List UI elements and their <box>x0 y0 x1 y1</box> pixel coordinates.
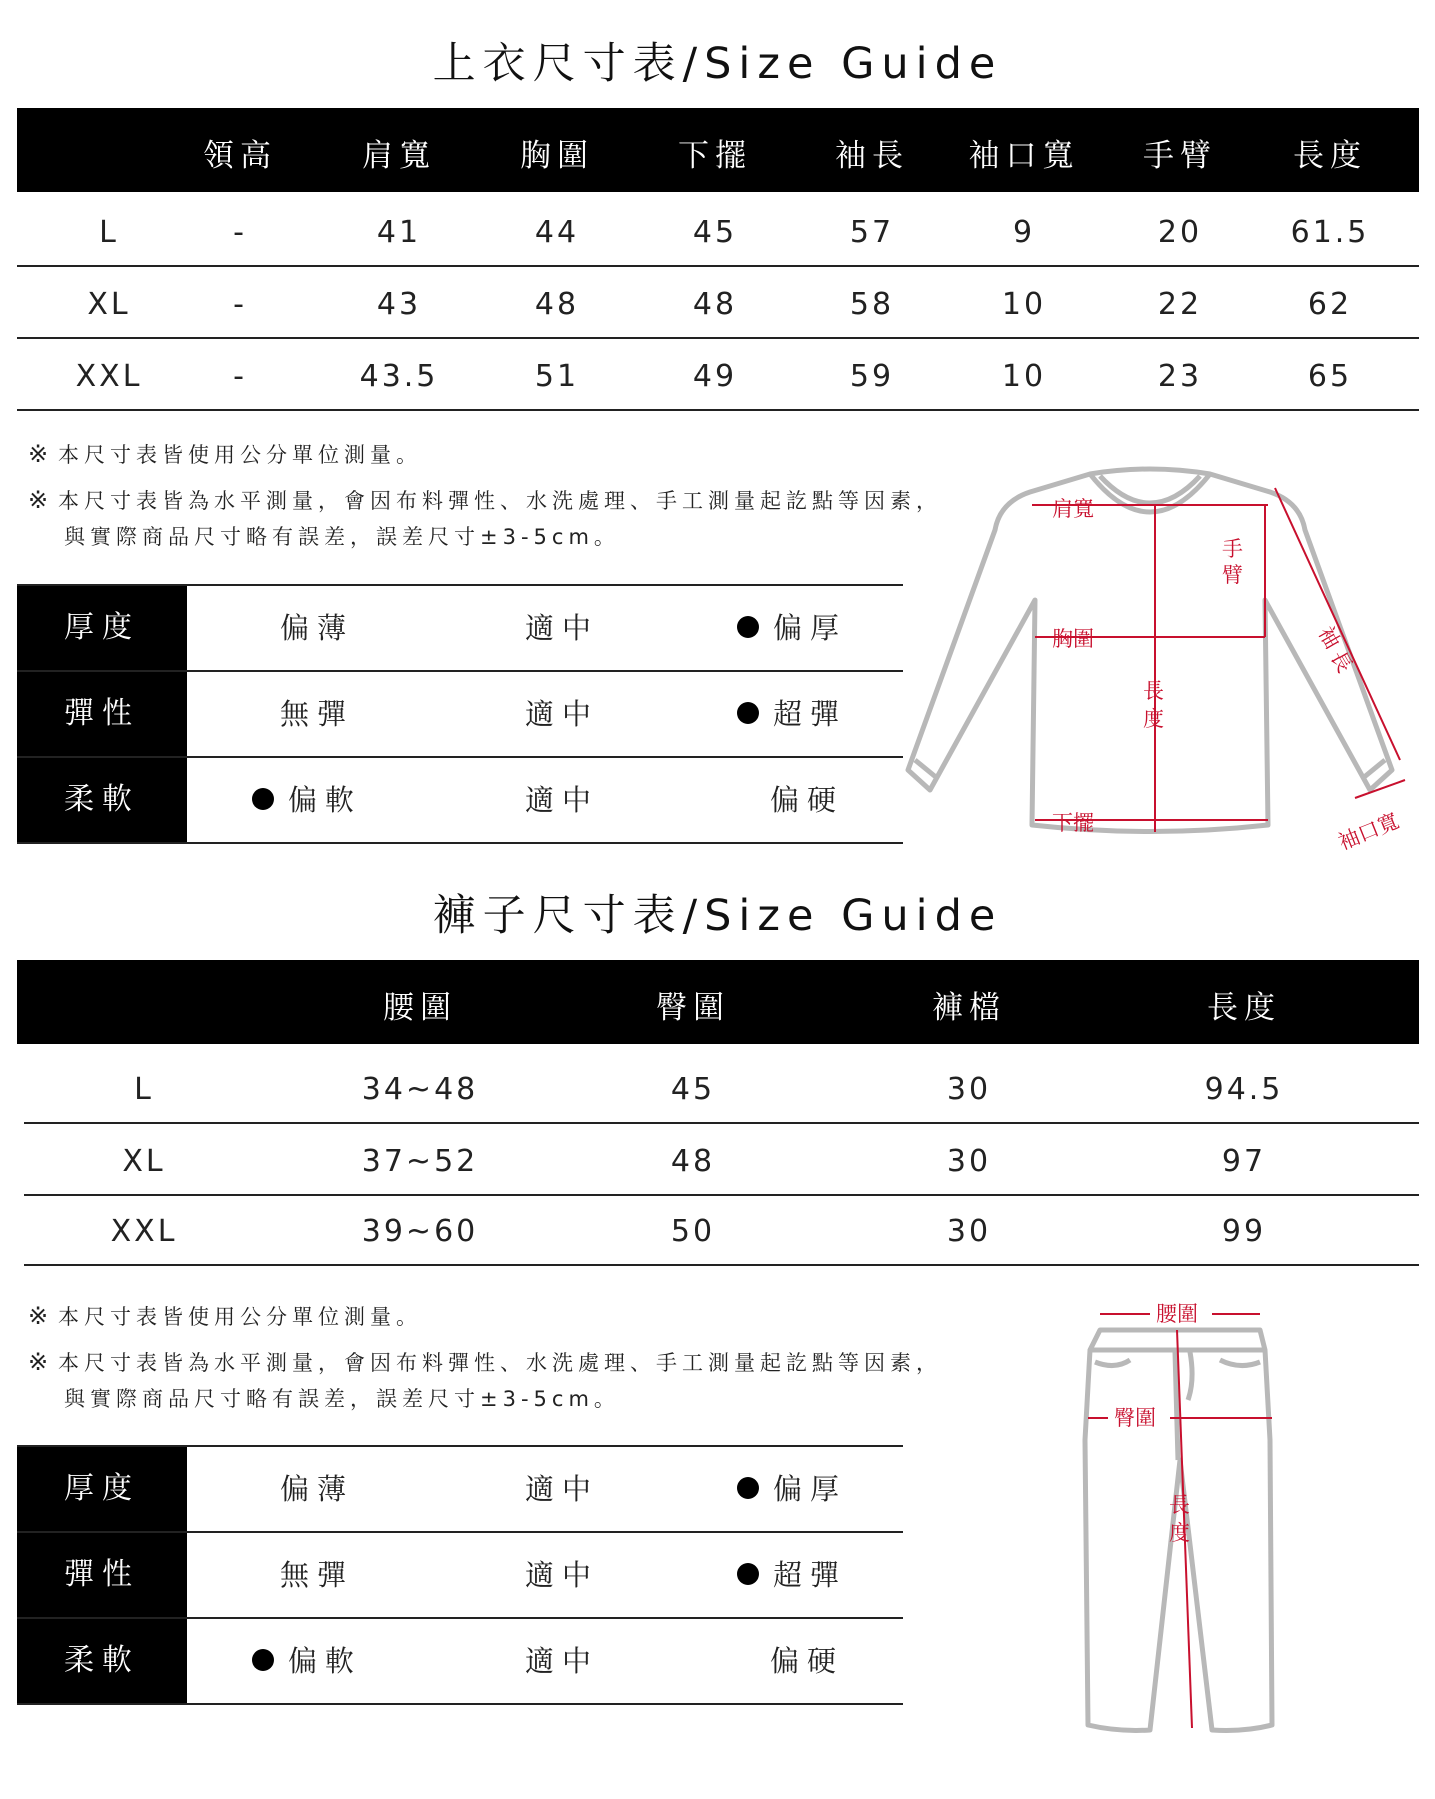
pants-header-waist: 腰圍 <box>383 990 457 1026</box>
value-cell: 94.5 <box>1204 1072 1284 1107</box>
fabric-option: 適中 <box>524 1644 600 1678</box>
note-mark-icon: ※ <box>28 486 54 514</box>
pants-fabric-table <box>17 1445 903 1705</box>
fabric-option-selected: 超彈 <box>737 672 847 756</box>
fabric-option: 適中 <box>524 1472 600 1506</box>
note-text: 與實際商品尺寸略有誤差，誤差尺寸±3-5cm。 <box>64 525 620 549</box>
selected-dot-icon <box>737 1477 759 1499</box>
tops-header-cuff: 袖口寬 <box>968 138 1080 174</box>
note-text: 本尺寸表皆為水平測量，會因布料彈性、水洗處理、手工測量起訖點等因素， <box>58 1351 942 1375</box>
tops-table-header <box>17 108 1419 192</box>
value-cell: 30 <box>946 1144 992 1179</box>
label-pants-length-1: 長 <box>1169 1493 1190 1517</box>
value-cell: 62 <box>1307 287 1353 322</box>
pants-table-header <box>17 960 1419 1044</box>
value-cell: 65 <box>1307 359 1353 394</box>
tops-header-collar: 領高 <box>203 138 277 174</box>
label-hip: 臀圍 <box>1114 1406 1156 1430</box>
fabric-option: 適中 <box>524 1558 600 1592</box>
fabric-row-softness <box>17 1619 903 1705</box>
value-cell: 43 <box>376 287 422 322</box>
table-row <box>24 1052 1419 1124</box>
value-cell: 43.5 <box>359 359 439 394</box>
value-cell: 49 <box>692 359 738 394</box>
fabric-option-selected: 偏厚 <box>737 586 847 670</box>
selected-dot-icon <box>737 616 759 638</box>
note-text: 本尺寸表皆使用公分單位測量。 <box>58 443 422 467</box>
value-cell: - <box>233 215 247 250</box>
tops-note-tolerance <box>28 482 942 555</box>
size-cell: L <box>134 1072 154 1107</box>
fabric-option: 偏硬 <box>769 783 845 817</box>
tops-fabric-table <box>17 584 903 844</box>
table-row <box>17 267 1419 339</box>
selected-dot-icon <box>252 788 274 810</box>
fabric-label: 彈性 <box>17 672 187 756</box>
label-hem: 下擺 <box>1052 811 1094 835</box>
tops-header-sleeve: 袖長 <box>835 138 909 174</box>
value-cell: 41 <box>376 215 422 250</box>
shirt-outline <box>908 469 1392 832</box>
size-cell: XL <box>122 1144 166 1179</box>
label-waist: 腰圍 <box>1156 1302 1198 1326</box>
value-cell: 45 <box>692 215 738 250</box>
label-shoulder: 肩寬 <box>1052 497 1094 521</box>
selected-dot-icon <box>737 702 759 724</box>
value-cell: 58 <box>849 287 895 322</box>
value-cell: 34~48 <box>361 1072 479 1107</box>
label-length-1: 長 <box>1143 679 1164 703</box>
pants-title: 褲子尺寸表/Size Guide <box>432 891 1003 941</box>
fabric-label: 厚度 <box>17 1447 187 1531</box>
fabric-label: 柔軟 <box>17 758 187 842</box>
value-cell: 99 <box>1221 1214 1267 1249</box>
value-cell: 30 <box>946 1072 992 1107</box>
value-cell: 20 <box>1157 215 1203 250</box>
label-sleeve-1: 袖 <box>1313 622 1345 653</box>
value-cell: 50 <box>670 1214 716 1249</box>
note-text: 與實際商品尺寸略有誤差，誤差尺寸±3-5cm。 <box>64 1387 620 1411</box>
tops-header-chest: 胸圍 <box>520 138 594 174</box>
value-cell: 10 <box>1001 359 1047 394</box>
pants-header-hip: 臀圍 <box>656 990 730 1026</box>
value-cell: 61.5 <box>1290 215 1370 250</box>
table-row <box>17 195 1419 267</box>
value-cell: 48 <box>534 287 580 322</box>
note-mark-icon: ※ <box>28 1302 54 1330</box>
fabric-label: 厚度 <box>17 586 187 670</box>
value-cell: 97 <box>1221 1144 1267 1179</box>
value-cell: 44 <box>534 215 580 250</box>
fabric-option: 適中 <box>524 611 600 645</box>
note-text: 本尺寸表皆使用公分單位測量。 <box>58 1305 422 1329</box>
value-cell: 57 <box>849 215 895 250</box>
pants-note-units <box>28 1298 422 1335</box>
fabric-row-elasticity <box>17 672 903 758</box>
fabric-row-softness <box>17 758 903 844</box>
fabric-option: 偏薄 <box>279 1472 355 1506</box>
fabric-option: 偏薄 <box>279 611 355 645</box>
note-mark-icon: ※ <box>28 440 54 468</box>
label-arm-2: 臂 <box>1222 563 1243 587</box>
label-sleeve-2: 長 <box>1325 646 1357 677</box>
fabric-option: 適中 <box>524 697 600 731</box>
fabric-row-thickness <box>17 584 903 672</box>
value-cell: 37~52 <box>361 1144 479 1179</box>
value-cell: 22 <box>1157 287 1203 322</box>
pants-header-crotch: 褲檔 <box>932 990 1006 1026</box>
value-cell: 45 <box>670 1072 716 1107</box>
tops-header-hem: 下擺 <box>678 138 752 174</box>
value-cell: - <box>233 287 247 322</box>
fabric-label: 柔軟 <box>17 1619 187 1703</box>
label-chest: 胸圍 <box>1052 627 1094 651</box>
value-cell: 10 <box>1001 287 1047 322</box>
fabric-option: 無彈 <box>279 1558 355 1592</box>
tops-header-arm: 手臂 <box>1143 138 1217 174</box>
pants-note-tolerance <box>28 1344 942 1417</box>
table-row <box>24 1194 1419 1266</box>
label-arm-1: 手 <box>1222 537 1243 561</box>
label-cuff: 袖口寬 <box>1334 808 1403 855</box>
size-cell: L <box>99 215 119 250</box>
fabric-option-selected: 偏軟 <box>252 1619 362 1703</box>
note-text: 本尺寸表皆為水平測量，會因布料彈性、水洗處理、手工測量起訖點等因素， <box>58 489 942 513</box>
value-cell: - <box>233 359 247 394</box>
pants-header-length: 長度 <box>1207 990 1281 1026</box>
fabric-label: 彈性 <box>17 1533 187 1617</box>
fabric-option: 偏硬 <box>769 1644 845 1678</box>
size-cell: XXL <box>75 359 143 394</box>
value-cell: 59 <box>849 359 895 394</box>
tops-title: 上衣尺寸表/Size Guide <box>432 39 1003 89</box>
value-cell: 39~60 <box>361 1214 479 1249</box>
fabric-option-selected: 超彈 <box>737 1533 847 1617</box>
value-cell: 9 <box>1012 215 1036 250</box>
note-mark-icon: ※ <box>28 1348 54 1376</box>
size-cell: XL <box>87 287 131 322</box>
shirt-measurement-diagram <box>900 460 1420 870</box>
fabric-option: 適中 <box>524 783 600 817</box>
selected-dot-icon <box>252 1649 274 1671</box>
fabric-option-selected: 偏厚 <box>737 1447 847 1531</box>
pants-measurement-diagram <box>1060 1290 1300 1740</box>
value-cell: 23 <box>1157 359 1203 394</box>
label-length-2: 度 <box>1143 707 1164 731</box>
tops-header-length: 長度 <box>1293 138 1367 174</box>
label-pants-length-2: 度 <box>1169 1521 1190 1545</box>
value-cell: 51 <box>534 359 580 394</box>
value-cell: 48 <box>670 1144 716 1179</box>
table-row <box>24 1124 1419 1196</box>
size-cell: XXL <box>110 1214 178 1249</box>
fabric-option: 無彈 <box>279 697 355 731</box>
value-cell: 48 <box>692 287 738 322</box>
fabric-option-selected: 偏軟 <box>252 758 362 842</box>
tops-header-shoulder: 肩寬 <box>362 138 436 174</box>
table-row <box>17 339 1419 411</box>
tops-note-units <box>28 436 422 473</box>
selected-dot-icon <box>737 1563 759 1585</box>
value-cell: 30 <box>946 1214 992 1249</box>
fabric-row-elasticity <box>17 1533 903 1619</box>
fabric-row-thickness <box>17 1445 903 1533</box>
